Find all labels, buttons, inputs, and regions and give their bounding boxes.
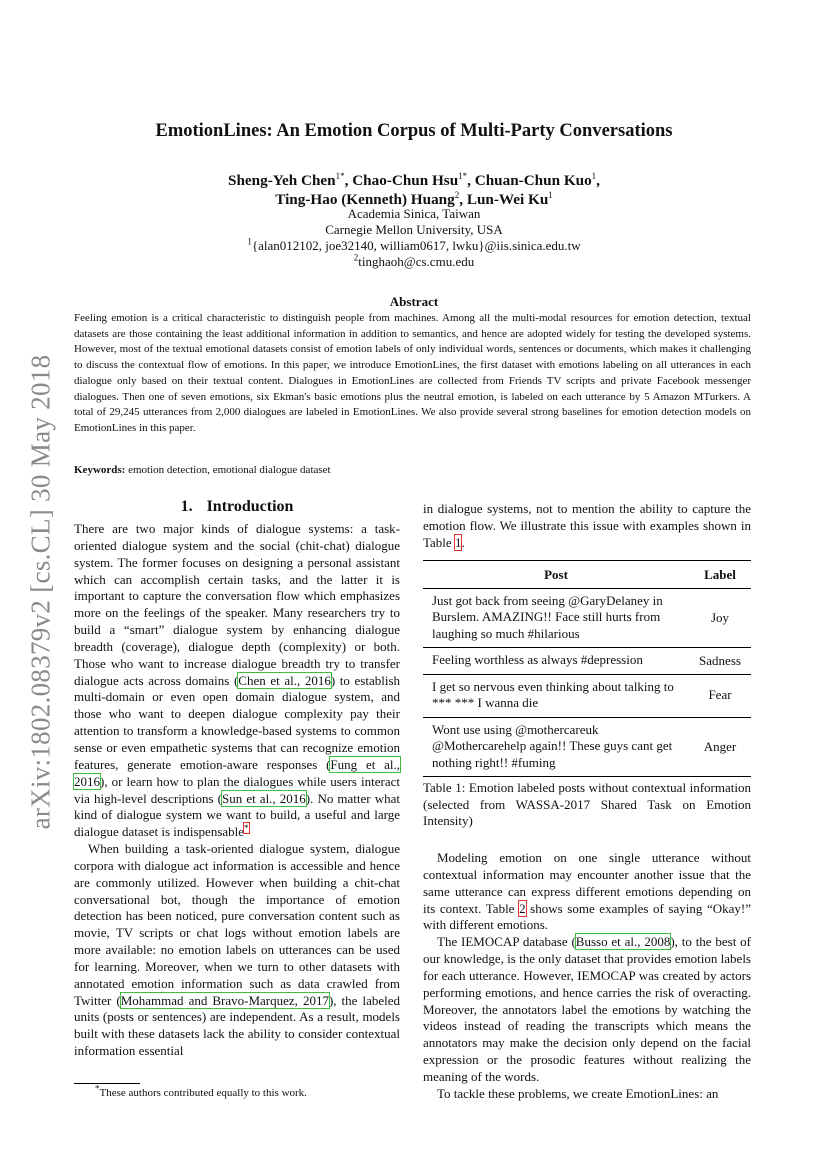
label-cell: Joy — [689, 588, 751, 648]
email-line — [100, 238, 728, 254]
affiliations — [100, 206, 728, 270]
citation-link[interactable]: Chen et al., 2016 — [238, 672, 331, 688]
section-title: Introduction — [206, 498, 294, 515]
table-row — [423, 674, 751, 717]
table-header-post: Post — [423, 561, 689, 589]
label-cell: Anger — [689, 717, 751, 777]
table-header-label: Label — [689, 561, 751, 589]
post-cell: Wont use using @mothercareuk @Mothercarehelp again!! These guys cant get nothing right!! #fuming — [423, 717, 689, 777]
affiliation-line: Carnegie Mellon University, USA — [325, 222, 503, 237]
right-column-top — [423, 501, 751, 552]
email-mark: 1 — [247, 236, 252, 247]
affiliation-line: Academia Sinica, Taiwan — [347, 206, 481, 221]
email-mark: 2 — [353, 252, 359, 263]
label-cell: Sadness — [689, 648, 751, 675]
paragraph: The IEMOCAP database (Busso et al., 2008), to the best of our knowledge, is the only dataset that provides emotion labels for each utterance. However, IEMOCAP was created by actors performing emotions, and hence carries the risk of overacting. Moreover, the annotators label the emotions by watching the videos instead of reading the transcripts which means the annotators may make the decision only depend on the facial expression or the prosodic features without realizing the meaning of the words. — [423, 934, 751, 1084]
author-affiliation-mark: 2 — [454, 189, 460, 200]
keywords-text: emotion detection, emotional dialogue dataset — [128, 464, 331, 476]
footnote-text: These authors contributed equally to this work. — [99, 1087, 307, 1099]
email-address: tinghaoh@cs.cmu.edu — [358, 254, 475, 269]
author-affiliation-mark: 1* — [458, 170, 468, 181]
citation-link[interactable]: Busso et al., 2008 — [575, 934, 671, 950]
label-cell: Fear — [689, 674, 751, 717]
author-name: Lun-Wei Ku — [466, 191, 549, 208]
email-address: {alan012102, joe32140, william0617, lwku}@iis.sinica.edu.tw — [251, 238, 581, 253]
footnote — [95, 1083, 395, 1099]
footnote-mark: * — [95, 1083, 100, 1094]
post-cell: Feeling worthless as always #depression — [423, 648, 689, 675]
paper-title: EmotionLines: An Emotion Corpus of Multi-Party Conversations — [155, 121, 673, 141]
author-list: Sheng-Yeh Chen$^{1*}$, Chao-Chun Hsu$^{1*}$, Chuan-Chun Kuo$^1$, Ting-Hao (Kenneth) Huang$^2$, Lun-Wei Ku$^1$ — [228, 170, 600, 208]
author-affiliation-mark: 1 — [591, 170, 597, 181]
author-affiliation-mark: 1* — [335, 170, 345, 181]
author-name: Chao-Chun Hsu — [352, 172, 459, 189]
paragraph: in dialogue systems, not to mention the ability to capture the emotion flow. We illustrate this issue with examples shown in Table 1. — [423, 501, 751, 550]
table-caption: Table 1: Emotion labeled posts without contextual information (selected from WASSA-2017 Shared Task on Emotion Intensity) — [423, 780, 751, 829]
table-row — [423, 648, 751, 675]
author-name: Sheng-Yeh Chen — [228, 172, 336, 189]
post-cell: Just got back from seeing @GaryDelaney in Burslem. AMAZING!! Face still hurts from laughing so much #hilarious — [423, 588, 689, 648]
email-line — [100, 254, 728, 270]
citation-link[interactable]: Sun et al., 2016 — [222, 790, 306, 806]
abstract-text: Feeling emotion is a critical characteristic to distinguish people from machines. Among all the multi-modal resources for emotion detection, textual datasets are those containing the least additional information in addition to semantics, and hence are adopted widely for testing the developed systems. However, most of the textual emotional datasets consist of emotion labels of only individual words, sentences or documents, which makes it challenging to discuss the contextual flow of emotions. In this paper, we introduce EmotionLines, the first dataset with emotions labeling on all utterances in each dialogue only based on their textual content. Dialogues in EmotionLines are collected from Friends TV scripts and private Facebook messenger dialogues. Then one of seven emotions, six Ekman's basic emotions plus the neutral emotion, is labeled on each utterance by 5 Amazon MTurkers. A total of 29,245 utterances from 2,000 dialogues are labeled in EmotionLines. We also provide several strong baselines for emotion detection models on EmotionLines in this paper. — [74, 312, 751, 434]
section-number: 1. — [180, 498, 193, 515]
author-name: Ting-Hao (Kenneth) Huang — [275, 191, 455, 208]
footnote-link[interactable]: * — [244, 822, 249, 833]
left-column — [74, 521, 400, 1060]
paragraph: To tackle these problems, we create EmotionLines: an — [437, 1085, 719, 1101]
table-reference-link[interactable]: 2 — [519, 900, 526, 916]
emotion-table — [423, 560, 751, 777]
citation-link[interactable]: Mohammad and Bravo-Marquez, 2017 — [120, 992, 329, 1008]
post-cell: I get so nervous even thinking about talking to *** *** I wanna die — [423, 674, 689, 717]
right-column-bottom — [423, 850, 751, 1103]
table-row — [423, 588, 751, 648]
keywords-label: Keywords: — [74, 464, 126, 476]
table-reference-link[interactable]: 1 — [454, 534, 462, 550]
paragraph: When building a task-oriented dialogue system, dialogue corpora with dialogue act information is accessible and hence are commonly utilized. However when building a chit-chat conversational bot, though the importance of emotion detection has been noticed, pure conversation content such as movie, TV scripts or chat logs without emotion labels are more available: no emotion labels on utterances can be used for learning. Moreover, when we turn to other datasets with annotated emotion information such as data crawled from Twitter (Mohammad and Bravo-Marquez, 2017), the labeled units (posts or sentences) are independent. As a result, models built with these datasets lack the ability to consider contextual information essential — [74, 841, 401, 1059]
arxiv-identifier: arXiv:1802.08379v2 [cs.CL] 30 May 2018 — [25, 354, 56, 830]
author-name: Chuan-Chun Kuo — [474, 172, 592, 189]
footnote-divider — [74, 1083, 140, 1084]
table-row — [423, 717, 751, 777]
arxiv-sidebar — [0, 355, 84, 830]
section-heading — [74, 498, 400, 516]
keywords — [74, 464, 751, 476]
abstract-heading: Abstract — [389, 294, 439, 309]
paragraph: Modeling emotion on one single utterance without contextual information may encounter another issue that the same utterance can express different emotions depending on its context. Table 2 shows some examples of saying “Okay!” with different emotions. — [423, 850, 752, 933]
author-affiliation-mark: 1 — [548, 189, 553, 200]
paragraph: There are two major kinds of dialogue systems: a task-oriented dialogue system and the social (chit-chat) dialogue system. The former focuses on designing a personal assistant which can accomplish certain tasks, and the latter it is important to capture the conversation flow which emphasizes more on the feelings of the speaker. Many researchers try to build a “smart” dialogue system by enhancing dialogue breadth (coverage), dialogue depth (complexity) or both. Those who want to increase dialogue breadth try to transfer dialogue acts across domains (Chen et al., 2016) to establish multi-domain or even open domain dialogue system, and those who want to deepen dialogue complexity pay their attention to transform a knowledge-based systems to common sense or even empathetic systems that can recognize emotion features, generate emotion-aware responses (Fung et al., 2016), or learn how to plan the dialogues while users interact via high-level descriptions (Sun et al., 2016). No matter what kind of dialogue system we want to build, a useful and large dialogue dataset is indispensable* — [74, 521, 401, 840]
citation-link[interactable]: Fung et al., 2016 — [74, 756, 400, 789]
